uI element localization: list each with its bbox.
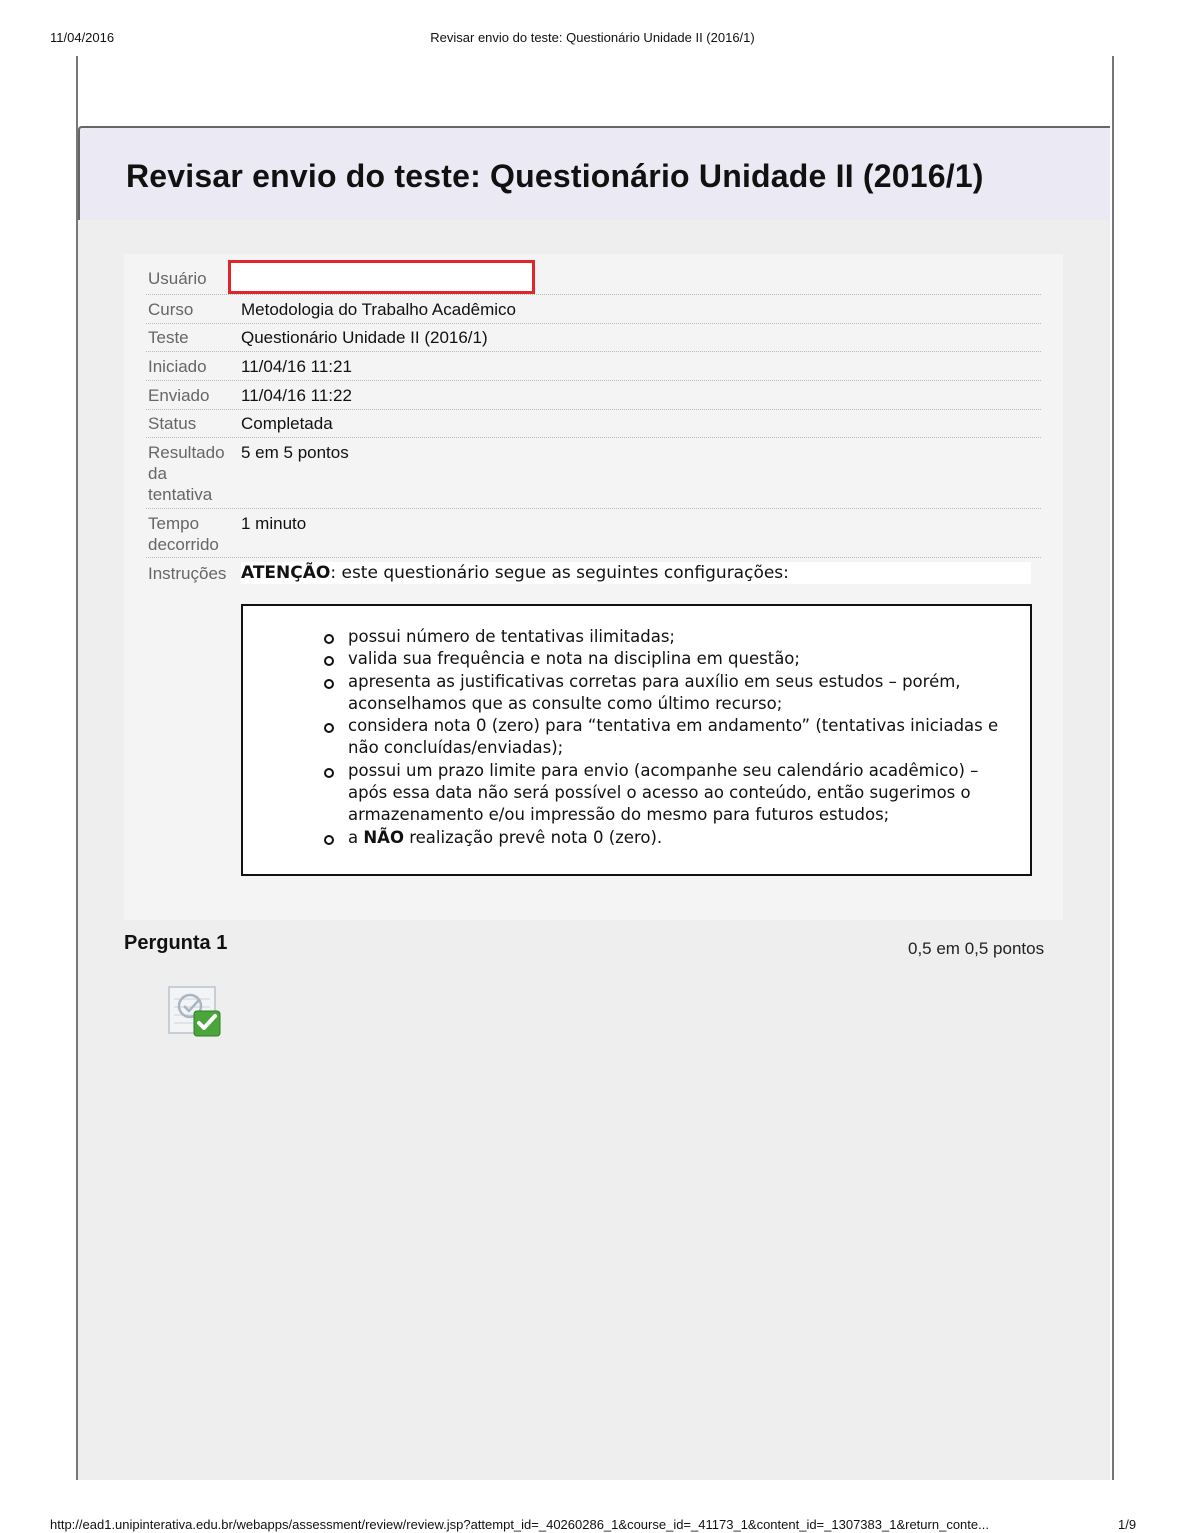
frame-top-blank xyxy=(78,56,1112,126)
print-page-number: 1/9 xyxy=(1118,1517,1137,1532)
detail-label: Enviado xyxy=(148,386,210,405)
circle-bullet-icon xyxy=(324,835,334,845)
circle-bullet-icon xyxy=(324,723,334,733)
detail-row-tempo xyxy=(146,513,1041,558)
detail-row-usuario xyxy=(146,268,1041,295)
detail-label: Iniciado xyxy=(148,357,207,376)
circle-bullet-icon xyxy=(324,679,334,689)
instruction-item: a NÃO realização prevê nota 0 (zero). xyxy=(319,827,1009,849)
instruction-item: considera nota 0 (zero) para “tentativa em andamento” (tentativas iniciadas e não concluídas/enviadas); xyxy=(319,715,1009,760)
print-url: http://ead1.unipinterativa.edu.br/webapps/assessment/review/review.jsp?attempt_id=_40260286_1&course_id=_41173_1&content_id=_1307383_1&return_conte... xyxy=(50,1517,989,1532)
question-points: 0,5 em 0,5 pontos xyxy=(908,939,1045,958)
instructions-label: Instruções xyxy=(148,564,227,583)
circle-bullet-icon xyxy=(324,656,334,666)
instructions-heading xyxy=(241,562,1031,584)
instruction-item: apresenta as justificativas corretas para auxílio em seus estudos – porém, aconselhamos que as consulte como último recurso; xyxy=(319,671,1009,716)
page-content xyxy=(78,126,1110,1480)
detail-value: 11/04/16 11:21 xyxy=(241,357,352,376)
detail-value: Completada xyxy=(241,414,333,433)
detail-value: 5 em 5 pontos xyxy=(241,443,349,462)
print-date: 11/04/2016 xyxy=(50,30,115,45)
print-title: Revisar envio do teste: Questionário Unidade II (2016/1) xyxy=(430,30,755,45)
instructions-heading-text: : este questionário segue as seguintes configurações: xyxy=(330,563,789,583)
instructions-heading-bold: ATENÇÃO xyxy=(241,563,331,583)
detail-row-enviado xyxy=(146,385,1041,410)
page-title: Revisar envio do teste: Questionário Unidade II (2016/1) xyxy=(126,158,984,194)
detail-label: Teste xyxy=(148,328,189,347)
detail-row-teste xyxy=(146,327,1041,352)
detail-row-iniciado xyxy=(146,356,1041,381)
question-title: Pergunta 1 xyxy=(124,932,228,954)
detail-value: 11/04/16 11:22 xyxy=(241,386,352,405)
detail-value: Questionário Unidade II (2016/1) xyxy=(241,328,488,347)
detail-row-curso xyxy=(146,299,1041,324)
instruction-item: possui número de tentativas ilimitadas; xyxy=(319,626,1009,648)
title-band xyxy=(78,126,1110,220)
circle-bullet-icon xyxy=(324,768,334,778)
detail-value: Metodologia do Trabalho Acadêmico xyxy=(241,300,517,319)
attempt-details-panel xyxy=(124,254,1063,920)
detail-label: Status xyxy=(148,414,197,433)
circle-bullet-icon xyxy=(324,634,334,644)
detail-label: Tempo decorrido xyxy=(148,514,219,554)
detail-row-status xyxy=(146,413,1041,438)
detail-label: Resultado da tentativa xyxy=(148,443,225,504)
correct-answer-icon xyxy=(168,986,222,1038)
detail-row-resultado xyxy=(146,442,1041,509)
instruction-item: possui um prazo limite para envio (acompanhe seu calendário acadêmico) – após essa data não será possível o acesso ao conteúdo, então sugerimos o armazenamento e/ou impressão do mesmo para futuros estudos; xyxy=(319,760,1009,827)
detail-value: 1 minuto xyxy=(241,514,307,533)
instructions-box xyxy=(241,604,1032,876)
detail-label: Curso xyxy=(148,300,194,319)
detail-label: Usuário xyxy=(148,269,207,288)
instruction-item: valida sua frequência e nota na disciplina em questão; xyxy=(319,648,1009,670)
instructions-list xyxy=(319,626,1009,849)
